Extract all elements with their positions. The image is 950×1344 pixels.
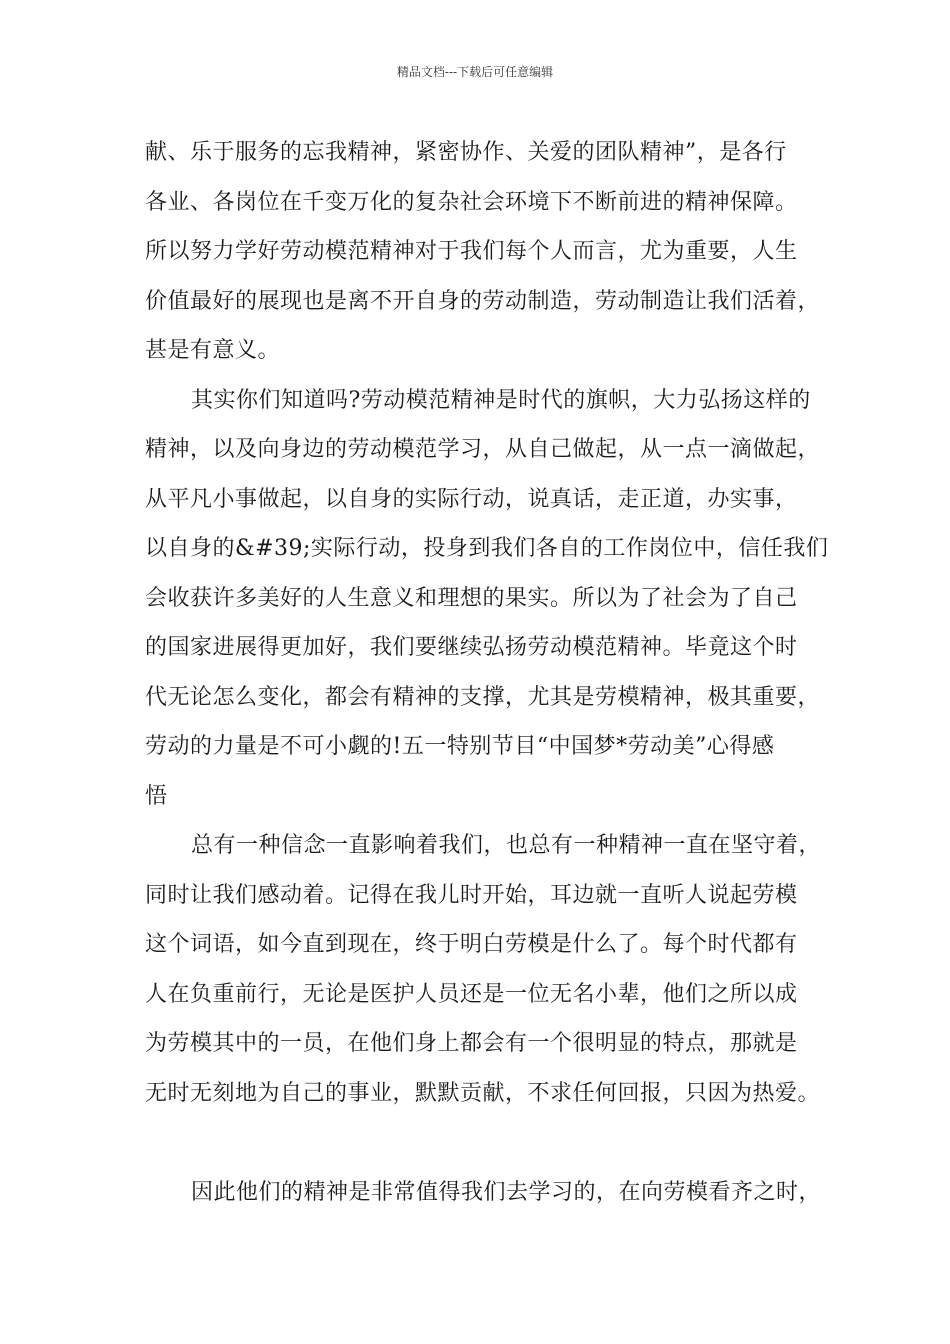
text-line: 劳动的力量是不可小觑的!五一特别节目“中国梦*劳动美”心得感	[145, 734, 775, 759]
page-header: 精品文档---下载后可任意编辑	[396, 65, 554, 79]
text-line: 这个词语，如今直到现在，终于明白劳模是什么了。每个时代都有	[145, 932, 798, 957]
text-line: 代无论怎么变化，都会有精神的支撑，尤其是劳模精神，极其重要，	[145, 684, 821, 710]
paragraph-spacer	[145, 1118, 825, 1168]
text-line: 精神，以及向身边的劳动模范学习，从自己做起，从一点一滴做起，	[145, 437, 821, 462]
text-line: 的国家进展得更加好，我们要继续弘扬劳动模范精神。毕竟这个时	[145, 635, 798, 660]
text-line: 无时无刻地为自己的事业，默默贡献，不求任何回报，只因为热爱。	[145, 1080, 821, 1106]
text-line: 从平凡小事做起，以自身的实际行动，说真话，走正道，办实事，	[145, 486, 798, 512]
text-line: 所以努力学好劳动模范精神对于我们每个人而言，尤为重要，人生	[145, 239, 798, 264]
text-line: 同时让我们感动着。记得在我儿时开始，耳边就一直听人说起劳模	[145, 882, 798, 908]
text-line: 为劳模其中的一员，在他们身上都会有一个很明显的特点，那就是	[145, 1031, 798, 1056]
document-body	[145, 128, 829, 1217]
text-line: 价值最好的展现也是离不开自身的劳动制造，劳动制造让我们活着，	[145, 288, 821, 314]
text-line: 甚是有意义。	[145, 338, 281, 363]
paragraph-first-line: 其实你们知道吗?劳动模范精神是时代的旗帜，大力弘扬这样的	[191, 387, 811, 413]
text-line: 会收获许多美好的人生意义和理想的果实。所以为了社会为了自己	[145, 585, 798, 611]
text-line: 各业、各岗位在千变万化的复杂社会环境下不断前进的精神保障。	[145, 189, 798, 215]
text-line: 献、乐于服务的忘我精神，紧密协作、关爱的团队精神”，是各行	[145, 140, 787, 165]
paragraph-first-line: 因此他们的精神是非常值得我们去学习的，在向劳模看齐之时，	[191, 1179, 822, 1205]
text-line: 悟	[145, 783, 168, 809]
paragraph-first-line: 总有一种信念一直影响着我们，也总有一种精神一直在坚守着，	[191, 833, 822, 858]
text-line: 以自身的&#39;实际行动，投身到我们各自的工作岗位中，信任我们	[145, 536, 829, 561]
text-line: 人在负重前行，无论是医护人员还是一位无名小辈，他们之所以成	[145, 981, 798, 1007]
